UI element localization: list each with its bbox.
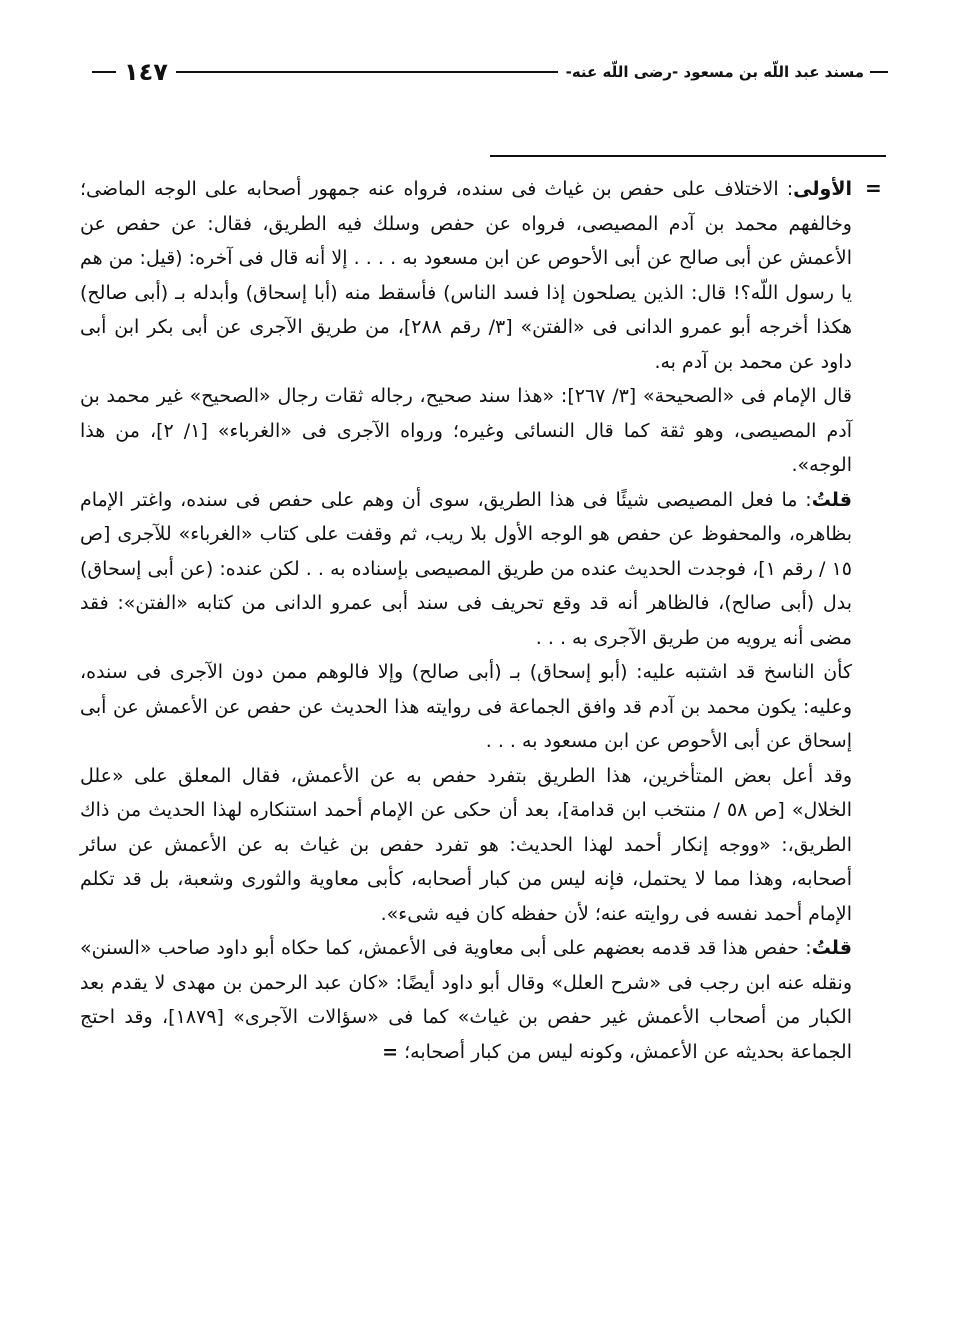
header-dash — [92, 71, 116, 73]
header-dash — [870, 71, 888, 73]
paragraph-text: وقد أعل بعض المتأخرين، هذا الطريق بتفرد حفص به عن الأعمش، فقال المعلق على «علل الخلال» [ص ٥٨ / منتخب ابن قدامة]، بعد أن حكى عن الإمام أحمد استنكاره لهذا الحديث من ذاك الطريق،: «ووجه إنكار أحمد لهذا الحديث: هو تفرد حفص بن غياث به عن الأعمش عن سائر أصحابه، وهذا مما لا يحتمل، فإنه ليس من كبار أصحابه، كأبى معاوية والثورى وشعبة، بل قد تكلم الإمام أحمد نفسه فى روايته عنه؛ لأن حفظه كان فيه شىء». — [80, 764, 852, 925]
footnote-paragraph — [80, 483, 852, 656]
running-title: مسند عبد اللّه بن مسعود -رضى اللّه عنه- — [565, 63, 864, 81]
paragraph-text: : ما فعل المصيصى شيئًا فى هذا الطريق، سوى أن وهم على حفص فى سنده، واغتر الإمام بظاهره، والمحفوظ عن حفص هو الوجه الأول بلا ريب، ثم وقفت على كتاب «الغرباء» للآجرى [ص ١٥ / رقم ١]، فوجدت الحديث عنده من طريق المصيصى بإسناده به . . لكن عنده: (عن أبى إسحاق) بدل (أبى صالح)، فالظاهر أنه قد وقع تحريف فى سند أبى عمرو الدانى من كتابه «الفتن»: فقد مضى أنه يرويه من طريق الآجرى به . . . — [80, 488, 852, 649]
footnote-body — [80, 172, 852, 1069]
footnote-paragraph — [80, 172, 852, 379]
paragraph-lead: قلتُ — [811, 488, 852, 511]
footnote-separator — [490, 155, 886, 157]
end-mark: = — [382, 1040, 399, 1063]
page-number: ١٤٧ — [124, 58, 168, 86]
footnote-paragraph — [80, 655, 852, 759]
footnote-paragraph — [80, 379, 852, 483]
paragraph-text: كأن الناسخ قد اشتبه عليه: (أبو إسحاق) بـ (أبى صالح) وإلا فالوهم ممن دون الآجرى فى سنده، وعليه: يكون محمد بن آدم قد وافق الجماعة فى روايته هذا الحديث عن حفص عن الأعمش عن أبى إسحاق عن أبى الأحوص عن ابن مسعود به . . . — [80, 661, 852, 752]
header-rule — [176, 71, 558, 73]
continuation-mark: = — [865, 176, 882, 200]
page-header — [92, 54, 888, 90]
paragraph-lead: الأولى — [793, 178, 852, 200]
paragraph-text: : الاختلاف على حفص بن غياث فى سنده، فرواه عنه جمهور أصحابه على الوجه الماضى؛ وخالفهم محمد بن آدم المصيصى، فرواه عن حفص وسلك فيه الطريق، فقال: عن حفص عن الأعمش عن أبى صالح عن أبى الأحوص عن ابن مسعود به . . . . إلا أنه قال فى آخره: (قيل: من هم يا رسول اللّه؟! قال: الذين يصلحون إذا فسد الناس) فأسقط منه (أبا إسحاق) وأبدله بـ (أبى صالح) هكذا أخرجه أبو عمرو الدانى فى «الفتن» [٣/ رقم ٢٨٨]، من طريق الآجرى عن أبى بكر ابن أبى داود عن محمد بن آدم به. — [80, 178, 852, 373]
paragraph-text: : حفص هذا قد قدمه بعضهم على أبى معاوية فى الأعمش، كما حكاه أبو داود صاحب «السنن» ونقله عنه ابن رجب فى «شرح العلل» وقال أبو داود أيضًا: «كان عبد الرحمن بن مهدى لا يقدم بعد الكبار من أصحاب الأعمش غير حفص بن غياث» كما فى «سؤالات الآجرى» [١٨٧٩]، وقد احتج الجماعة بحديثه عن الأعمش، وكونه ليس من كبار أصحابه؛ — [80, 937, 852, 1063]
paragraph-text: قال الإمام فى «الصحيحة» [٣/ ٢٦٧]: «هذا سند صحيح، رجاله ثقات رجال «الصحيح» غير محمد بن آدم المصيصى، وهو ثقة كما قال النسائى وغيره؛ ورواه الآجرى فى «الغرباء» [١/ ٢]، من هذا الوجه». — [80, 385, 852, 476]
footnote-paragraph — [80, 931, 852, 1069]
paragraph-lead: قلتُ — [811, 937, 852, 959]
footnote-paragraph — [80, 759, 852, 932]
